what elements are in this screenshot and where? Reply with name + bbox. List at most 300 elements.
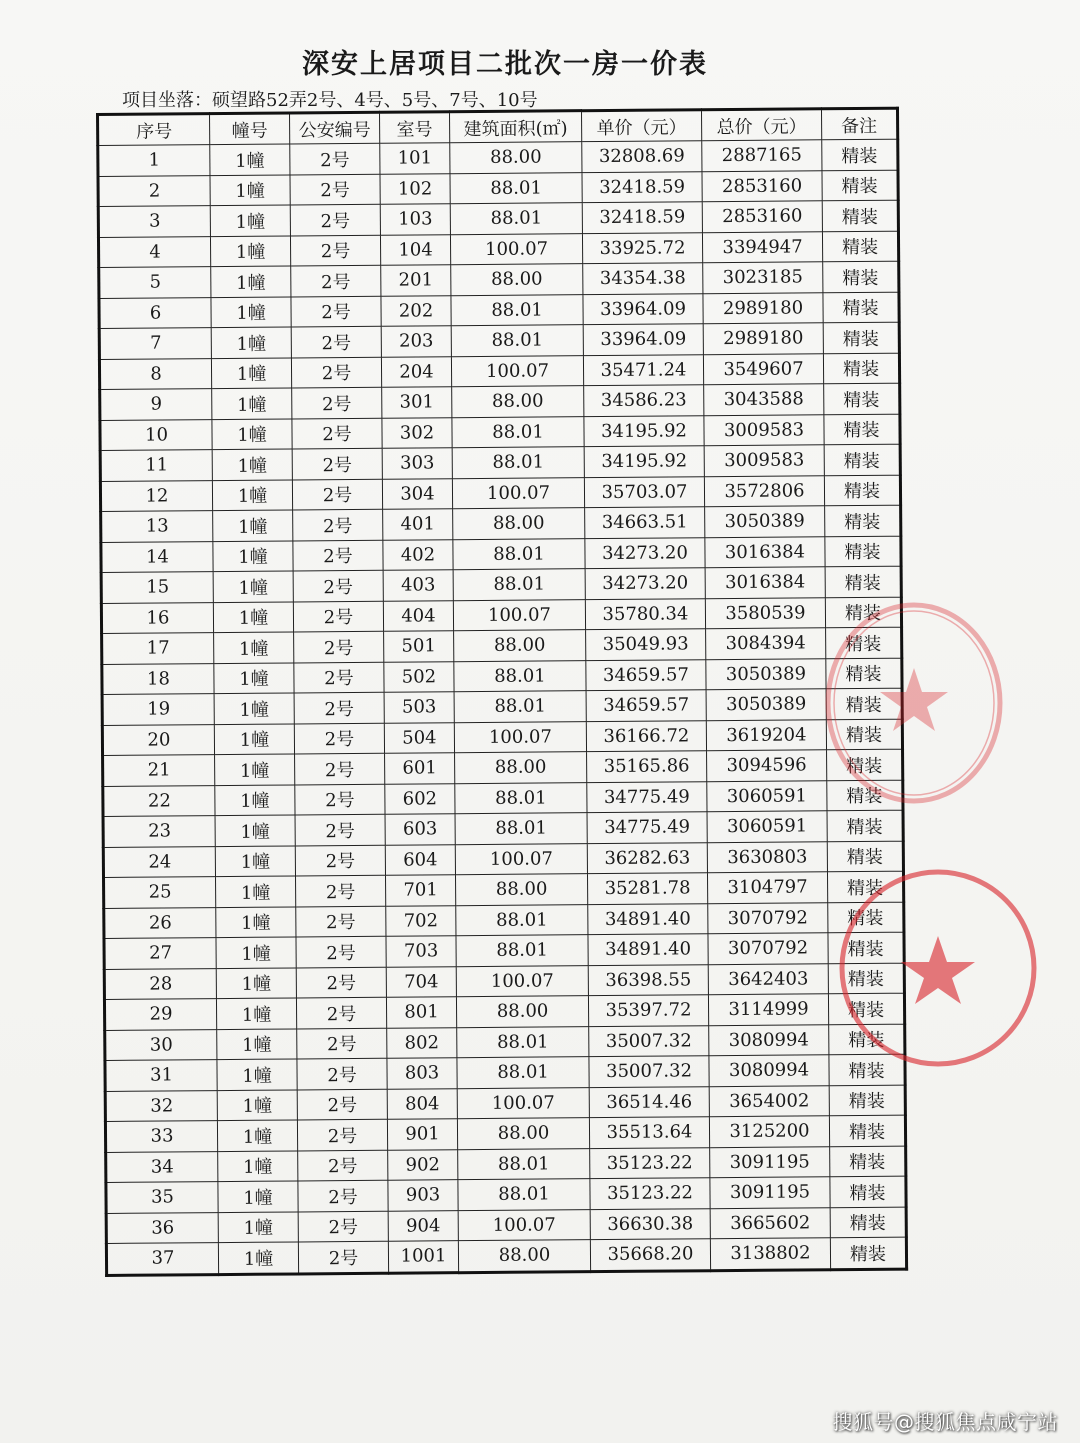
cell-remark: 精装: [826, 719, 902, 750]
cell-index: 17: [102, 633, 214, 664]
cell-total-price: 3060591: [707, 811, 827, 842]
cell-police-number: 2号: [294, 723, 384, 754]
cell-area: 100.07: [454, 721, 586, 753]
cell-building: 1幢: [212, 388, 292, 419]
cell-remark: 精装: [827, 749, 903, 780]
cell-room: 402: [383, 539, 453, 570]
cell-remark: 精装: [824, 414, 900, 445]
cell-total-price: 3009583: [704, 414, 824, 445]
cell-room: 401: [383, 509, 453, 540]
cell-unit-price: 36514.46: [589, 1086, 709, 1117]
official-seal-company: [836, 866, 1040, 1070]
cell-index: 37: [106, 1243, 218, 1275]
cell-room: 204: [381, 356, 451, 387]
cell-building: 1幢: [215, 815, 295, 846]
cell-room: 302: [382, 417, 452, 448]
cell-area: 88.01: [457, 1057, 589, 1089]
cell-police-number: 2号: [297, 1119, 387, 1150]
cell-index: 13: [101, 511, 213, 542]
cell-building: 1幢: [217, 1028, 297, 1059]
cell-room: 702: [386, 905, 456, 936]
cell-building: 1幢: [216, 967, 296, 998]
cell-area: 88.00: [457, 1118, 589, 1150]
cell-area: 88.01: [454, 691, 586, 723]
cell-police-number: 2号: [295, 814, 385, 845]
cell-remark: 精装: [825, 566, 901, 597]
cell-police-number: 2号: [296, 936, 386, 967]
cell-total-price: 3642403: [708, 963, 828, 994]
cell-area: 100.07: [458, 1209, 590, 1241]
cell-unit-price: 35780.34: [585, 598, 705, 629]
cell-area: 100.07: [455, 843, 587, 875]
cell-remark: 精装: [822, 200, 898, 231]
cell-building: 1幢: [213, 601, 293, 632]
cell-remark: 精装: [825, 597, 901, 628]
cell-area: 88.00: [453, 508, 585, 540]
cell-area: 100.07: [453, 599, 585, 631]
cell-area: 100.07: [451, 355, 583, 387]
cell-unit-price: 33964.09: [583, 293, 703, 324]
cell-building: 1幢: [211, 266, 291, 297]
cell-area: 88.00: [455, 874, 587, 906]
cell-building: 1幢: [211, 357, 291, 388]
cell-room: 903: [388, 1180, 458, 1211]
cell-index: 29: [104, 999, 216, 1030]
header-index: 序号: [98, 114, 210, 146]
cell-remark: 精装: [828, 993, 904, 1024]
cell-total-price: 3070792: [708, 933, 828, 964]
cell-index: 32: [105, 1090, 217, 1121]
cell-room: 503: [384, 692, 454, 723]
cell-building: 1幢: [211, 296, 291, 327]
cell-unit-price: 34659.57: [586, 659, 706, 690]
cell-building: 1幢: [217, 1089, 297, 1120]
cell-area: 88.00: [456, 996, 588, 1028]
cell-total-price: 3094596: [707, 750, 827, 781]
cell-unit-price: 34586.23: [584, 385, 704, 416]
cell-police-number: 2号: [294, 662, 384, 693]
cell-police-number: 2号: [298, 1211, 388, 1242]
cell-unit-price: 35123.22: [590, 1178, 710, 1209]
cell-police-number: 2号: [298, 1241, 388, 1273]
cell-room: 202: [381, 295, 451, 326]
cell-remark: 精装: [826, 627, 902, 658]
cell-room: 101: [380, 143, 450, 174]
cell-total-price: 3023185: [703, 262, 823, 293]
cell-area: 88.01: [457, 1026, 589, 1058]
cell-room: 404: [383, 600, 453, 631]
cell-unit-price: 35703.07: [584, 476, 704, 507]
cell-index: 27: [104, 938, 216, 969]
cell-index: 7: [99, 328, 211, 359]
cell-total-price: 3091195: [710, 1146, 830, 1177]
cell-room: 203: [381, 326, 451, 357]
cell-area: 88.01: [458, 1179, 590, 1211]
cell-area: 88.01: [452, 447, 584, 479]
cell-total-price: 2989180: [703, 323, 823, 354]
cell-area: 88.00: [455, 752, 587, 784]
cell-index: 18: [102, 663, 214, 694]
cell-room: 802: [387, 1027, 457, 1058]
cell-room: 102: [380, 173, 450, 204]
cell-police-number: 2号: [293, 540, 383, 571]
cell-index: 11: [100, 450, 212, 481]
cell-index: 15: [101, 572, 213, 603]
cell-index: 22: [103, 785, 215, 816]
cell-building: 1幢: [213, 571, 293, 602]
cell-area: 88.01: [456, 935, 588, 967]
cell-total-price: 3050389: [706, 658, 826, 689]
cell-unit-price: 34891.40: [588, 934, 708, 965]
cell-building: 1幢: [214, 693, 294, 724]
cell-index: 10: [100, 419, 212, 450]
cell-index: 23: [103, 816, 215, 847]
cell-room: 602: [385, 783, 455, 814]
cell-unit-price: 35281.78: [587, 873, 707, 904]
cell-building: 1幢: [216, 998, 296, 1029]
cell-total-price: 3125200: [709, 1116, 829, 1147]
cell-area: 88.01: [456, 904, 588, 936]
cell-building: 1幢: [218, 1150, 298, 1181]
cell-unit-price: 36398.55: [588, 964, 708, 995]
cell-area: 100.07: [456, 965, 588, 997]
cell-total-price: 3654002: [709, 1085, 829, 1116]
cell-police-number: 2号: [293, 570, 383, 601]
cell-total-price: 3050389: [705, 506, 825, 537]
cell-index: 21: [103, 755, 215, 786]
cell-police-number: 2号: [293, 509, 383, 540]
cell-police-number: 2号: [290, 204, 380, 235]
cell-remark: 精装: [824, 383, 900, 414]
cell-police-number: 2号: [292, 448, 382, 479]
cell-room: 804: [387, 1088, 457, 1119]
header-room: 室号: [380, 112, 450, 144]
cell-unit-price: 34273.20: [585, 568, 705, 599]
cell-index: 36: [106, 1212, 218, 1243]
cell-index: 25: [104, 877, 216, 908]
cell-area: 88.00: [452, 386, 584, 418]
cell-unit-price: 32808.69: [582, 141, 702, 172]
cell-unit-price: 34891.40: [588, 903, 708, 934]
cell-remark: 精装: [829, 1085, 905, 1116]
cell-index: 34: [106, 1151, 218, 1182]
cell-area: 100.07: [452, 477, 584, 509]
cell-building: 1幢: [216, 876, 296, 907]
cell-building: 1幢: [218, 1181, 298, 1212]
cell-total-price: 3070792: [708, 902, 828, 933]
cell-remark: 精装: [827, 810, 903, 841]
cell-police-number: 2号: [298, 1180, 388, 1211]
cell-building: 1幢: [218, 1211, 298, 1242]
source-watermark: 搜狐号@搜狐焦点咸宁站: [832, 1410, 1058, 1434]
cell-remark: 精装: [827, 841, 903, 872]
cell-index: 19: [102, 694, 214, 725]
cell-unit-price: 34273.20: [585, 537, 705, 568]
cell-remark: 精装: [824, 475, 900, 506]
cell-remark: 精装: [825, 536, 901, 567]
cell-total-price: 3016384: [705, 536, 825, 567]
cell-room: 104: [380, 234, 450, 265]
cell-building: 1幢: [217, 1059, 297, 1090]
cell-unit-price: 34663.51: [585, 507, 705, 538]
cell-unit-price: 35049.93: [586, 629, 706, 660]
cell-remark: 精装: [822, 139, 898, 170]
header-unit-price: 单价（元）: [581, 110, 701, 142]
cell-remark: 精装: [823, 322, 899, 353]
cell-building: 1幢: [213, 540, 293, 571]
document-title: 深安上居项目二批次一房一价表: [302, 49, 708, 80]
cell-total-price: 3394947: [702, 231, 822, 262]
cell-building: 1幢: [216, 906, 296, 937]
header-remark: 备注: [821, 108, 897, 140]
cell-police-number: 2号: [297, 1028, 387, 1059]
cell-unit-price: 36166.72: [586, 720, 706, 751]
cell-remark: 精装: [824, 444, 900, 475]
cell-police-number: 2号: [297, 1089, 387, 1120]
cell-area: 88.00: [451, 264, 583, 296]
cell-building: 1幢: [212, 418, 292, 449]
cell-room: 904: [388, 1210, 458, 1241]
cell-area: 88.01: [455, 813, 587, 845]
cell-building: 1幢: [213, 510, 293, 541]
cell-unit-price: 36282.63: [587, 842, 707, 873]
cell-police-number: 2号: [293, 601, 383, 632]
cell-room: 501: [384, 631, 454, 662]
cell-building: 1幢: [212, 479, 292, 510]
cell-total-price: 3549607: [703, 353, 823, 384]
cell-building: 1幢: [218, 1242, 298, 1274]
cell-remark: 精装: [828, 932, 904, 963]
header-building: 幢号: [210, 113, 290, 145]
cell-room: 704: [386, 966, 456, 997]
cell-building: 1幢: [214, 723, 294, 754]
cell-building: 1幢: [212, 449, 292, 480]
cell-police-number: 2号: [291, 265, 381, 296]
cell-police-number: 2号: [298, 1150, 388, 1181]
cell-total-price: 3091195: [710, 1177, 830, 1208]
cell-unit-price: 35471.24: [583, 354, 703, 385]
cell-room: 201: [381, 265, 451, 296]
cell-remark: 精装: [830, 1176, 906, 1207]
cell-index: 20: [102, 724, 214, 755]
cell-police-number: 2号: [294, 631, 384, 662]
cell-index: 6: [99, 297, 211, 328]
cell-area: 88.01: [451, 294, 583, 326]
cell-unit-price: 34775.49: [587, 781, 707, 812]
cell-remark: 精装: [827, 871, 903, 902]
cell-room: 701: [385, 875, 455, 906]
cell-room: 901: [387, 1119, 457, 1150]
cell-area: 88.00: [454, 630, 586, 662]
table-row: [106, 1237, 906, 1275]
cell-unit-price: 35007.32: [589, 1025, 709, 1056]
cell-remark: 精装: [830, 1146, 906, 1177]
cell-unit-price: 35123.22: [590, 1147, 710, 1178]
cell-building: 1幢: [215, 754, 295, 785]
cell-room: 803: [387, 1058, 457, 1089]
cell-total-price: 2989180: [703, 292, 823, 323]
cell-room: 502: [384, 661, 454, 692]
cell-total-price: 3050389: [706, 689, 826, 720]
cell-room: 403: [383, 570, 453, 601]
cell-unit-price: 35007.32: [589, 1056, 709, 1087]
cell-building: 1幢: [217, 1120, 297, 1151]
cell-index: 8: [99, 358, 211, 389]
cell-area: 88.01: [453, 569, 585, 601]
cell-building: 1幢: [216, 937, 296, 968]
cell-area: 88.01: [452, 416, 584, 448]
cell-remark: 精装: [823, 353, 899, 384]
cell-police-number: 2号: [292, 418, 382, 449]
cell-police-number: 2号: [292, 387, 382, 418]
cell-unit-price: 34195.92: [584, 415, 704, 446]
cell-unit-price: 33925.72: [582, 232, 702, 263]
cell-remark: 精装: [828, 902, 904, 933]
official-seal-housing-bureau: [822, 598, 1006, 808]
cell-room: 301: [382, 387, 452, 418]
header-area: 建筑面积(㎡): [450, 111, 582, 143]
cell-remark: 精装: [826, 658, 902, 689]
cell-remark: 精装: [822, 231, 898, 262]
cell-index: 33: [105, 1121, 217, 1152]
cell-unit-price: 34659.57: [586, 690, 706, 721]
cell-area: 100.07: [450, 233, 582, 265]
cell-total-price: 3138802: [710, 1238, 830, 1270]
cell-index: 14: [101, 541, 213, 572]
cell-room: 601: [385, 753, 455, 784]
cell-area: 88.00: [458, 1240, 590, 1273]
cell-building: 1幢: [210, 144, 290, 175]
cell-area: 88.01: [453, 538, 585, 570]
cell-remark: 精装: [823, 261, 899, 292]
cell-total-price: 3080994: [709, 1055, 829, 1086]
cell-total-price: 3016384: [705, 567, 825, 598]
cell-room: 304: [382, 478, 452, 509]
cell-police-number: 2号: [296, 967, 386, 998]
cell-index: 26: [104, 907, 216, 938]
cell-police-number: 2号: [296, 906, 386, 937]
cell-remark: 精装: [830, 1207, 906, 1238]
cell-room: 801: [386, 997, 456, 1028]
cell-index: 2: [98, 175, 210, 206]
cell-room: 504: [384, 722, 454, 753]
cell-building: 1幢: [215, 845, 295, 876]
cell-police-number: 2号: [295, 753, 385, 784]
cell-police-number: 2号: [295, 845, 385, 876]
cell-index: 31: [105, 1060, 217, 1091]
cell-remark: 精装: [829, 1115, 905, 1146]
cell-index: 16: [101, 602, 213, 633]
cell-total-price: 3080994: [709, 1024, 829, 1055]
cell-room: 1001: [388, 1241, 458, 1273]
cell-room: 604: [385, 844, 455, 875]
cell-unit-price: 35513.64: [589, 1117, 709, 1148]
cell-remark: 精装: [822, 170, 898, 201]
cell-total-price: 2887165: [702, 140, 822, 171]
cell-police-number: 2号: [296, 997, 386, 1028]
cell-building: 1幢: [210, 174, 290, 205]
cell-police-number: 2号: [295, 875, 385, 906]
cell-unit-price: 32418.59: [582, 171, 702, 202]
cell-total-price: 3619204: [706, 719, 826, 750]
cell-total-price: 3104797: [707, 872, 827, 903]
table-body: [98, 139, 907, 1275]
cell-building: 1幢: [210, 205, 290, 236]
cell-building: 1幢: [214, 662, 294, 693]
cell-total-price: 3043588: [704, 384, 824, 415]
cell-building: 1幢: [215, 784, 295, 815]
cell-unit-price: 36630.38: [590, 1208, 710, 1239]
cell-area: 100.07: [457, 1087, 589, 1119]
cell-index: 28: [104, 968, 216, 999]
cell-unit-price: 34775.49: [587, 812, 707, 843]
cell-unit-price: 34354.38: [583, 263, 703, 294]
cell-room: 303: [382, 448, 452, 479]
header-total-price: 总价（元）: [701, 109, 821, 141]
cell-index: 1: [98, 145, 210, 176]
cell-unit-price: 35397.72: [588, 995, 708, 1026]
cell-index: 30: [105, 1029, 217, 1060]
cell-unit-price: 34195.92: [584, 446, 704, 477]
cell-remark: 精装: [829, 1054, 905, 1085]
cell-building: 1幢: [210, 235, 290, 266]
cell-room: 703: [386, 936, 456, 967]
cell-remark: 精装: [828, 963, 904, 994]
cell-building: 1幢: [214, 632, 294, 663]
cell-total-price: 2853160: [702, 201, 822, 232]
cell-total-price: 3084394: [706, 628, 826, 659]
cell-area: 88.00: [450, 142, 582, 174]
cell-unit-price: 35668.20: [590, 1239, 710, 1271]
cell-building: 1幢: [211, 327, 291, 358]
cell-index: 5: [99, 267, 211, 298]
cell-total-price: 3009583: [704, 445, 824, 476]
cell-police-number: 2号: [291, 357, 381, 388]
cell-area: 88.01: [454, 660, 586, 692]
cell-room: 103: [380, 204, 450, 235]
cell-remark: 精装: [829, 1024, 905, 1055]
cell-index: 35: [106, 1182, 218, 1213]
cell-index: 4: [98, 236, 210, 267]
cell-remark: 精装: [826, 688, 902, 719]
cell-area: 88.01: [450, 172, 582, 204]
cell-police-number: 2号: [295, 784, 385, 815]
cell-index: 12: [100, 480, 212, 511]
cell-index: 24: [103, 846, 215, 877]
cell-index: 9: [100, 389, 212, 420]
cell-area: 88.01: [458, 1148, 590, 1180]
cell-area: 88.01: [455, 782, 587, 814]
cell-area: 88.01: [450, 203, 582, 235]
cell-unit-price: 33964.09: [583, 324, 703, 355]
cell-total-price: 3572806: [704, 475, 824, 506]
cell-total-price: 3060591: [707, 780, 827, 811]
cell-total-price: 3580539: [705, 597, 825, 628]
cell-police-number: 2号: [290, 235, 380, 266]
cell-remark: 精装: [825, 505, 901, 536]
cell-total-price: 3630803: [707, 841, 827, 872]
cell-remark: 精装: [823, 292, 899, 323]
cell-police-number: 2号: [291, 296, 381, 327]
cell-total-price: 2853160: [702, 170, 822, 201]
cell-police-number: 2号: [290, 143, 380, 174]
cell-unit-price: 32418.59: [582, 202, 702, 233]
cell-police-number: 2号: [297, 1058, 387, 1089]
cell-room: 902: [388, 1149, 458, 1180]
cell-police-number: 2号: [292, 479, 382, 510]
header-police-number: 公安编号: [290, 112, 380, 144]
cell-remark: 精装: [827, 780, 903, 811]
